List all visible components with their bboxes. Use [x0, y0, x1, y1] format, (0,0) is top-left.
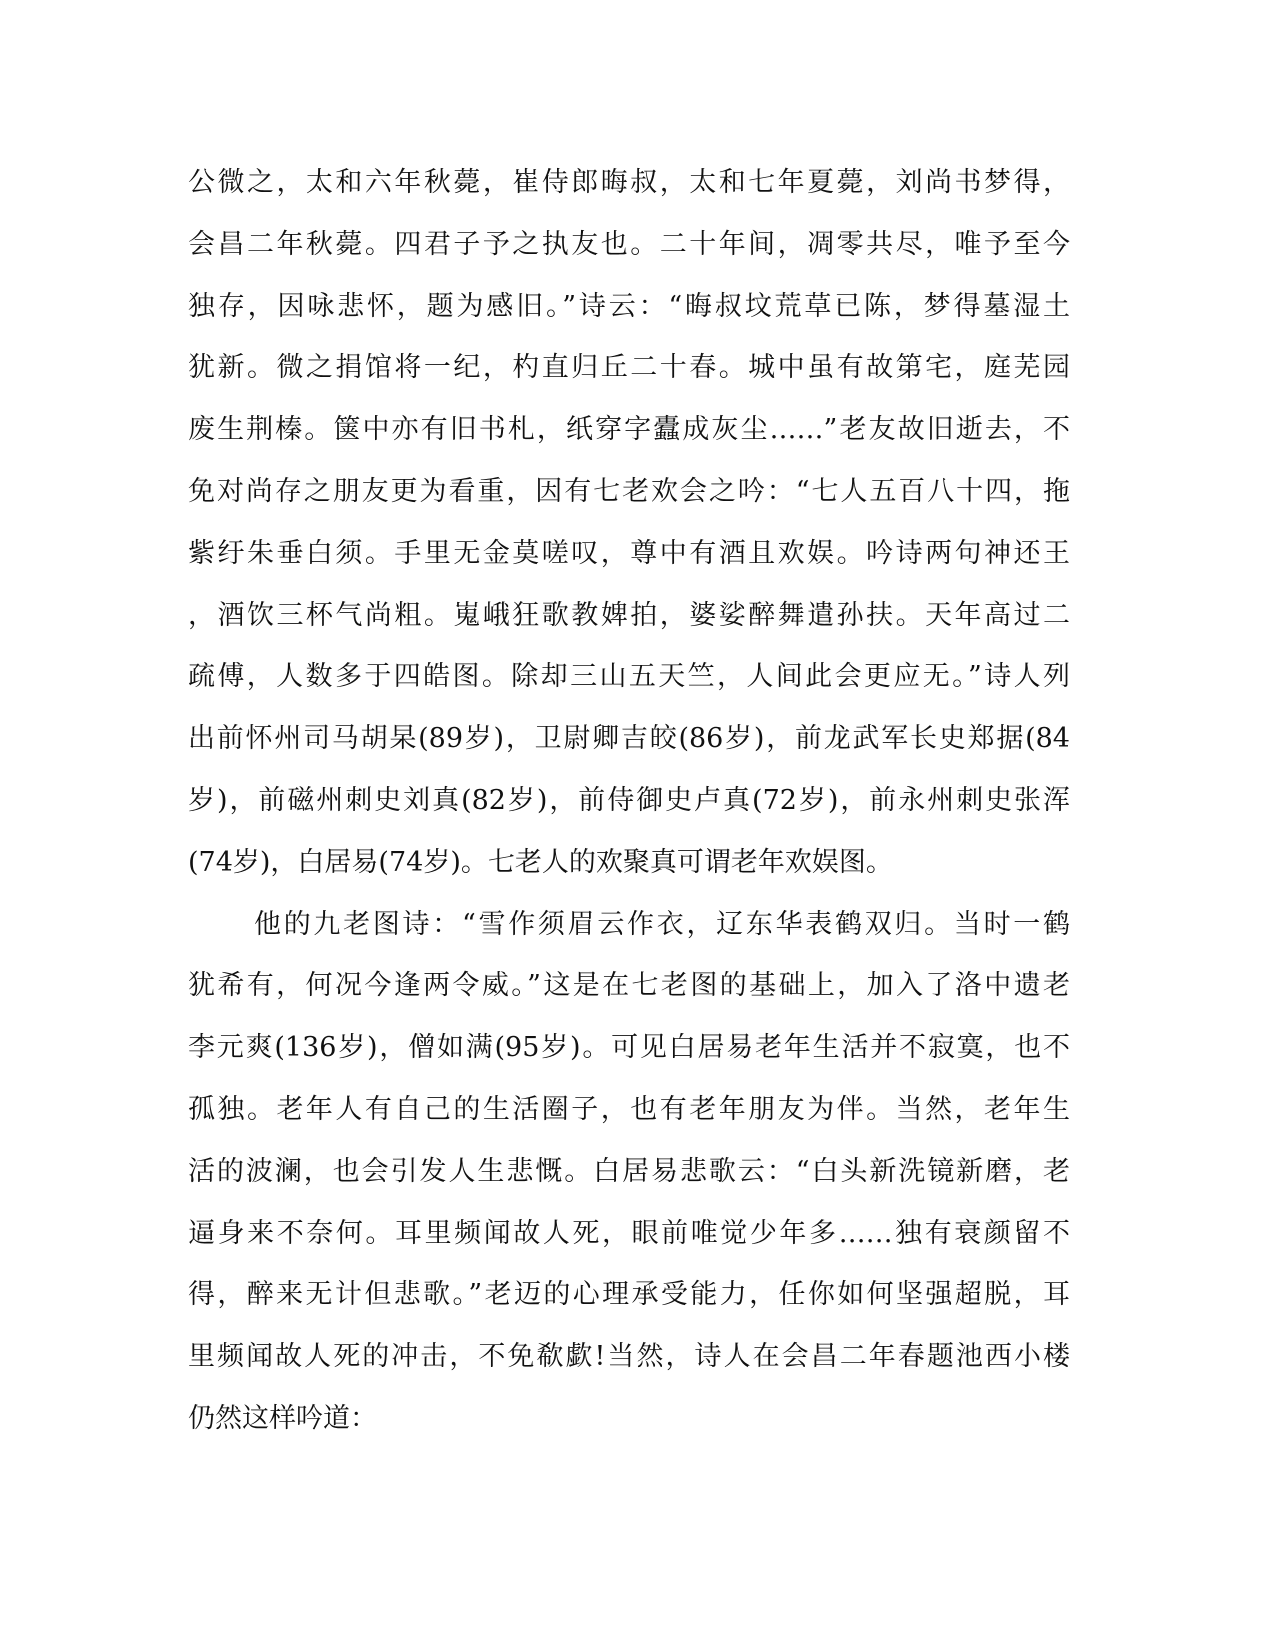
text-line: 李元爽(136岁)，僧如满(95岁)。可见白居易老年生活并不寂寞，也不 — [188, 1032, 1070, 1064]
text-line: 孤独。老年人有自己的生活圈子，也有老年朋友为伴。当然，老年生 — [188, 1093, 1070, 1125]
paragraph-1 — [188, 152, 1070, 894]
text-line: 犹希有，何况今逢两令威。”这是在七老图的基础上，加入了洛中遗老 — [188, 970, 1070, 1002]
text-line: 逼身来不奈何。耳里频闻故人死，眼前唯觉少年多……独有衰颜留不 — [188, 1217, 1070, 1249]
document-body — [188, 152, 1070, 1450]
text-line: 免对尚存之朋友更为看重，因有七老欢会之吟：“七人五百八十四，拖 — [188, 475, 1070, 507]
text-line: 他的九老图诗：“雪作须眉云作衣，辽东华表鹤双归。当时一鹤 — [254, 908, 1070, 940]
text-line: 废生荆榛。箧中亦有旧书札，纸穿字蠹成灰尘……”老友故旧逝去，不 — [188, 414, 1070, 446]
paragraph-2 — [188, 894, 1070, 1450]
text-line: 仍然这样吟道： — [188, 1402, 377, 1434]
text-line: 公微之，太和六年秋薨，崔侍郎晦叔，太和七年夏薨，刘尚书梦得， — [188, 167, 1070, 198]
text-line: 活的波澜，也会引发人生悲慨。白居易悲歌云：“白头新洗镜新磨，老 — [188, 1155, 1070, 1187]
text-line: 岁)，前磁州刺史刘真(82岁)，前侍御史卢真(72岁)，前永州刺史张浑 — [188, 784, 1070, 816]
text-line: 得，醉来无计但悲歌。”老迈的心理承受能力，任你如何坚强超脱，耳 — [188, 1279, 1070, 1311]
text-line: 犹新。微之捐馆将一纪，杓直归丘二十春。城中虽有故第宅，庭芜园 — [188, 352, 1070, 384]
text-line: 出前怀州司马胡杲(89岁)，卫尉卿吉皎(86岁)，前龙武军长史郑据(84 — [188, 723, 1070, 755]
text-line: 里频闻故人死的冲击，不免欷歔!当然，诗人在会昌二年春题池西小楼 — [188, 1341, 1070, 1373]
text-line: (74岁)，白居易(74岁)。七老人的欢聚真可谓老年欢娱图。 — [188, 846, 893, 878]
text-line: 紫纡朱垂白须。手里无金莫嗟叹，尊中有酒且欢娱。吟诗两句神还王 — [188, 537, 1070, 569]
text-line: 独存，因咏悲怀，题为感旧。”诗云：“晦叔坟荒草已陈，梦得墓湿土 — [188, 290, 1070, 322]
text-line: 会昌二年秋薨。四君子予之执友也。二十年间，凋零共尽，唯予至今 — [188, 228, 1070, 260]
text-line: ，酒饮三杯气尚粗。嵬峨狂歌教婢拍，婆娑醉舞遣孙扶。天年高过二 — [188, 599, 1070, 631]
text-line: 疏傅，人数多于四皓图。除却三山五天竺，人间此会更应无。”诗人列 — [188, 661, 1070, 693]
